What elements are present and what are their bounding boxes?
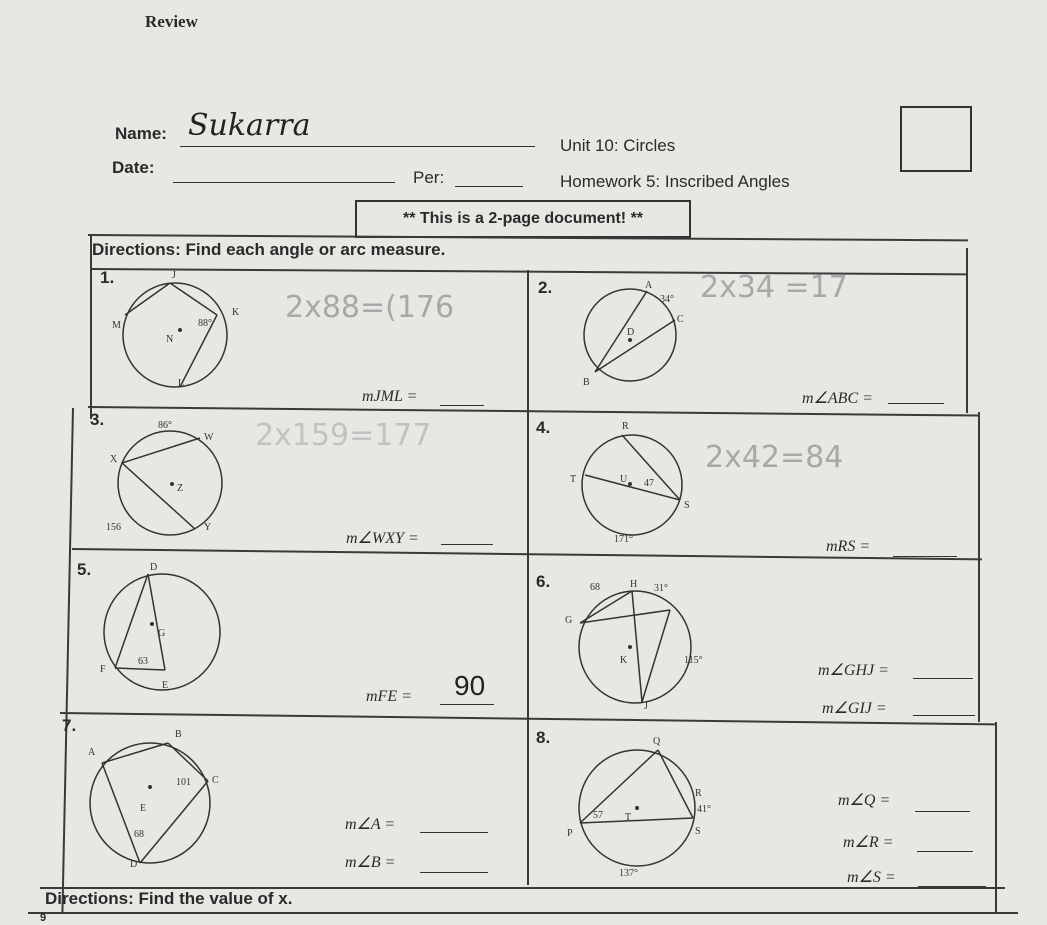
problem-7-prompt-2: m∠B =: [345, 854, 396, 871]
point-B-label: B: [583, 377, 590, 388]
arc-34-label: 34°: [660, 294, 674, 305]
handwritten-work-3: 2x159=177: [255, 418, 432, 453]
point-C-label: C: [212, 775, 219, 786]
homework-title: Homework 5: Inscribed Angles: [560, 172, 790, 191]
problem-4-number: 4.: [536, 418, 551, 437]
problem-7-answer-field-2[interactable]: [420, 871, 488, 873]
notice-banner: ** This is a 2-page document! **: [355, 200, 691, 238]
name-label: Name:: [115, 124, 167, 143]
problem-3-diagram: [100, 418, 240, 543]
handwritten-work-4: 2x42=84: [705, 440, 844, 475]
problem-6-answer-field-2[interactable]: [913, 714, 975, 716]
point-C-label: C: [677, 314, 684, 325]
problem-2-prompt: m∠ABC =: [802, 390, 873, 407]
point-S-label: S: [695, 826, 701, 837]
problem-6-prompt-2: m∠GIJ =: [822, 700, 887, 717]
arc-88-label: 88°: [198, 318, 212, 329]
score-box: [900, 106, 972, 172]
problem-7-number: 7.: [62, 716, 77, 735]
point-H-label: H: [630, 579, 638, 590]
point-K-label: K: [232, 307, 240, 318]
arc-31-label: 31°: [654, 583, 668, 594]
problem-8-diagram: [555, 728, 720, 878]
point-T-label: T: [570, 474, 577, 485]
problem-4-prompt: mRS =: [826, 538, 871, 555]
unit-title: Unit 10: Circles: [560, 136, 676, 155]
point-F-label: F: [100, 664, 106, 675]
arc-41-label: 41°: [697, 804, 711, 815]
angle-47-label: 47: [644, 478, 654, 489]
arc-68-label: 68: [134, 829, 144, 840]
review-heading: Review: [145, 12, 198, 31]
handwritten-work-2: 2x34 =17: [700, 270, 848, 305]
point-G-label: G: [565, 615, 573, 626]
problem-5-answer: 90: [454, 670, 486, 701]
name-field[interactable]: [180, 108, 535, 147]
arc-86-label: 86°: [158, 420, 172, 431]
arc-115-label: 115°: [684, 655, 703, 666]
grid-line: [61, 408, 77, 913]
point-Q-label: Q: [653, 736, 661, 747]
arc-57-label: 57: [593, 810, 603, 821]
point-K-label: K: [620, 655, 628, 666]
problem-6-diagram: [560, 575, 720, 710]
problem-8-answer-field-1[interactable]: [915, 810, 970, 812]
problem-1-number: 1.: [100, 268, 115, 287]
angle-101-label: 101: [176, 777, 191, 788]
point-J-label: J: [644, 701, 648, 710]
point-D-label: D: [130, 859, 138, 870]
date-label: Date:: [112, 158, 155, 177]
point-U-label: U: [620, 474, 628, 485]
point-Y-label: Y: [204, 522, 212, 533]
per-field[interactable]: [455, 172, 523, 187]
point-D-label: D: [150, 562, 158, 573]
grid-line: [90, 234, 92, 419]
point-R-label: R: [695, 788, 702, 799]
problem-2-diagram: [565, 280, 695, 390]
directions-text-2: Directions: Find the value of x.: [45, 889, 293, 908]
point-E-label: E: [140, 803, 147, 814]
problem-1-prompt: mJML =: [362, 388, 418, 405]
problem-7-answer-field-1[interactable]: [420, 831, 488, 833]
point-Z-label: Z: [177, 483, 184, 494]
grid-line: [28, 912, 1018, 914]
problem-7-diagram: [80, 725, 225, 875]
problem-8-number: 8.: [536, 728, 551, 747]
problem-1-answer-field[interactable]: [440, 404, 484, 406]
problem-8-prompt-3: m∠S =: [847, 869, 896, 886]
point-G-label: G: [158, 628, 166, 639]
problem-8-answer-field-3[interactable]: [918, 885, 986, 887]
point-J-label: J: [172, 270, 176, 281]
problem-2-number: 2.: [538, 278, 553, 297]
point-E-label: E: [162, 680, 169, 691]
problem-4-diagram: [560, 420, 700, 545]
problem-3-answer-field[interactable]: [441, 543, 493, 545]
problem-1-diagram: [100, 270, 250, 400]
point-S-label: S: [684, 500, 690, 511]
problem-9-number: 9: [40, 912, 47, 924]
grid-line: [978, 412, 980, 722]
problem-6-answer-field-1[interactable]: [913, 677, 973, 679]
name-value: Sukarra: [188, 108, 311, 143]
point-T-label: T: [625, 812, 632, 823]
directions-text: Directions: Find each angle or arc measure.: [92, 240, 446, 259]
problem-3-prompt: m∠WXY =: [346, 530, 419, 547]
point-D-label: D: [627, 327, 635, 338]
per-label: Per:: [413, 168, 445, 187]
grid-line: [995, 722, 997, 912]
grid-line: [527, 270, 529, 885]
arc-156-label: 156: [106, 522, 121, 533]
problem-8-prompt-2: m∠R =: [843, 834, 894, 851]
point-A-label: A: [88, 747, 96, 758]
arc-137-label: 137°: [619, 868, 638, 878]
point-B-label: B: [175, 729, 182, 740]
problem-5-answer-field[interactable]: [440, 668, 494, 705]
arc-171-label: 171°: [614, 534, 633, 545]
point-P-label: P: [567, 828, 573, 839]
point-A-label: A: [645, 280, 653, 291]
problem-6-number: 6.: [536, 572, 551, 591]
point-R-label: R: [622, 421, 629, 432]
point-W-label: W: [204, 432, 214, 443]
date-field[interactable]: [173, 166, 395, 183]
problem-4-answer-field[interactable]: [893, 555, 957, 557]
point-N-label: N: [166, 334, 174, 345]
handwritten-work-1: 2x88=(176: [285, 290, 455, 325]
point-M-label: M: [112, 320, 121, 331]
point-L-label: L: [178, 378, 185, 389]
problem-2-answer-field[interactable]: [888, 402, 944, 404]
problem-3-number: 3.: [90, 410, 105, 429]
point-X-label: X: [110, 454, 118, 465]
problem-5-number: 5.: [77, 560, 92, 579]
angle-63-label: 63: [138, 656, 148, 667]
problem-8-answer-field-2[interactable]: [917, 850, 973, 852]
problem-8-prompt-1: m∠Q =: [838, 792, 891, 809]
problem-7-prompt-1: m∠A =: [345, 816, 396, 833]
problem-5-prompt: mFE =: [366, 688, 412, 705]
arc-68-label: 68: [590, 582, 600, 593]
problem-6-prompt-1: m∠GHJ =: [818, 662, 889, 679]
problem-5-diagram: [90, 560, 230, 695]
